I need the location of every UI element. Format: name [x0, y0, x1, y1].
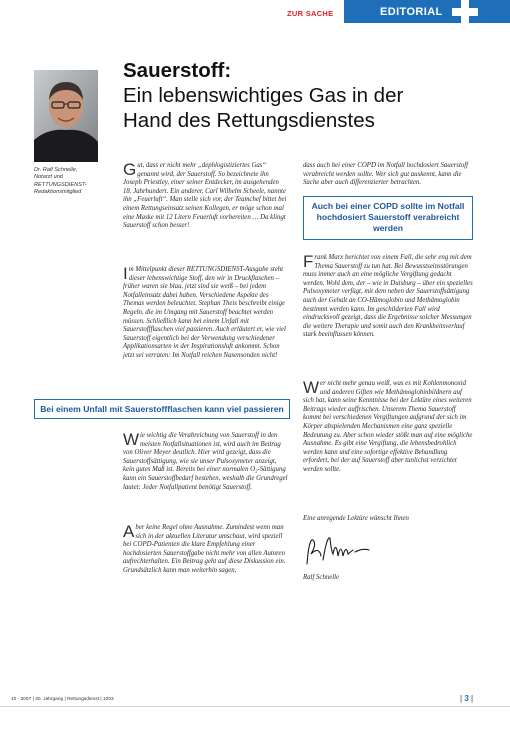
title-line: Ein lebenswichtiges Gas in der: [123, 84, 404, 107]
title-line: Sauerstoff:: [123, 59, 232, 82]
body-column-1d: [123, 524, 289, 576]
signature-name: Ralf Schnelle: [303, 574, 340, 581]
author-portrait: [34, 70, 98, 162]
footer-info: 10 · 2007 | 30. Jahrgang | Rettungsdienst | 1003: [11, 697, 114, 702]
drop-cap: I: [123, 264, 128, 283]
body-column-2a: [303, 162, 473, 188]
drop-cap: F: [303, 252, 314, 271]
handwritten-signature: [303, 530, 373, 570]
caption-line: Notarzt und: [34, 174, 63, 181]
caption-line: Dr. Ralf Schnelle,: [34, 167, 78, 173]
paragraph: dass auch bei einer COPD im Notfall hochdosiert Sauerstoff verabreicht werden sollte. Wer sich gut auskennt, kann die Sache aber auch differenzierter betrachten.: [303, 162, 469, 187]
pull-quote-2: Auch bei einer COPD sollte im Notfall hochdosiert Sauerstoff verabreicht werden: [303, 196, 473, 240]
rubric-label: EDITORIAL: [380, 6, 443, 18]
pull-quote-1: Bei einem Unfall mit Sauerstoffflaschen kann viel passieren: [34, 399, 290, 419]
section-kicker: ZUR SACHE: [287, 9, 334, 18]
paragraph: Im Mittelpunkt dieser RETTUNGSDIENST-Ausgabe steht dieser lebenswichtige Stoff, den wir in Druckflaschen – früher waren sie blau, jetzt sind sie weiß – bei jedem Notfalleinsatz dabei haben. Verschiedene Aspekte des Themas werden beleuchtet. Stephan Theis beschreibt einige Regeln, die im Umgang mit Sauerstoff beachtet werden müssen. Schließlich kann bei einem Unfall mit Sauerstoffflaschen viel passieren. Auch erläutert er, wie viel Sauerstoff eigentlich bei der Verwendung verschiedener Applikationsarten in der Inspirationsluft ankommt. Schon jetzt sei verraten: Im Notfall reichen Nasensonden nicht!: [123, 264, 286, 359]
drop-cap: W: [303, 378, 320, 397]
drop-cap: A: [123, 522, 135, 541]
caption-line: RETTUNGSDIENST-: [34, 181, 87, 188]
footer-rule: [0, 706, 510, 707]
paragraph: Wer nicht mehr genau weiß, was es mit Kohlenmonoxid und anderen Giften wie Methämoglobinbildnern auf sich hat, kann seine Kenntnisse bei der Lektüre eines weiteren Beitrags wieder auffrischen. Unserem Thema Sauerstoff kommt bei verschiedenen Vergiftungen aufgrund der sich im Körper abspielenden Mechanismen eine ganz spezielle Bedeutung zu. Aber schon wieder stößt man auf eine mögliche Ausnahme. Es gibt eine Vergiftung, die lebensbedrohlich werden kann und eine sofortige effektive Behandlung erfordert, bei der auf Sauerstoff aber tunlichst verzichtet werden sollte.: [303, 378, 473, 473]
body-column-2b: [303, 254, 473, 340]
paragraph: Frank Marx berichtet von einem Fall, die sehr eng mit dem Thema Sauerstoff zu tun hat. Bei Bewusstseinsstörungen muss immer auch an eine mögliche Vergiftung gedacht werden. Wohl dem, der – wie in Duisburg – über ein spezielles Pulsoxymeter verfügt, mit dem neben der Sauerstoffsättigung auch der Gehalt an CO-Hämoglobin und Methämoglobin bestimmt werden kann. Im geschilderten Fall wird eindrucksvoll gezeigt, dass die Ergebnisse solcher Messungen die weitere Therapie und somit auch den Krankheitsverlauf stark beeinflussen können.: [303, 252, 473, 339]
drop-cap: G: [123, 160, 137, 179]
title-line: Hand des Rettungsdienstes: [123, 109, 375, 132]
paragraph: Aber keine Regel ohne Ausnahme. Zumindest wenn man sich in der aktuellen Literatur umschaut, wird speziell bei COPD-Patienten die klare Empfehlung einer hochdosierten Sauerstoffgabe nicht mehr von allen Autoren aufrechterhalten. Ein Beitrag geht auf diese Diskussion ein. Grundsätzlich kann man weiterhin sagen,: [123, 522, 286, 574]
body-column-1a: [123, 162, 289, 231]
paragraph: Wie wichtig die Verabreichung von Sauerstoff in den meisten Notfallsituationen ist, wird auch im Beitrag von Oliver Meyer deutlich. Hier wird gezeigt, dass die Sauerstoffsättigung, wie sie unser Pulsoxymeter anzeigt, kein gutes Maß ist. Bereits bei einer normalen O₂-Sättigung kann ein Sauerstoffbedarf bestehen, weshalb die Grundregel lautet: Jeder Notfallpatient benötigt Sauerstoff.: [123, 430, 288, 491]
body-column-2c: [303, 380, 473, 475]
caption-line: Redaktionsmitglied: [34, 189, 82, 196]
body-column-1b: [123, 266, 289, 361]
page-number: | 3 |: [460, 694, 474, 703]
plus-icon-vertical: [461, 0, 469, 26]
portrait-caption: [34, 167, 104, 197]
body-column-1c: [123, 432, 289, 492]
drop-cap: W: [123, 430, 140, 449]
article-title: [123, 58, 483, 133]
closing-line: Eine anregende Lektüre wünscht Ihnen: [303, 515, 409, 522]
paragraph: Gut, dass er nicht mehr „dephlogistiziertes Gas“ genannt wird, der Sauerstoff. So bezeichnete ihn Joseph Priestley, einer seiner Entdecker, im ausgehenden 18. Jahrhundert. Ein anderer, Carl Wilhelm Scheele, nannte ihn „Feuerluft“. Man stelle sich vor, der Teamchef bittet bei einem Rettungseinsatz seinen Kollegen, er möge schon mal eine Maske mit 12 Litern Feuerluft vorbereiten … Da klingt Sauerstoff schon besser!: [123, 160, 287, 230]
